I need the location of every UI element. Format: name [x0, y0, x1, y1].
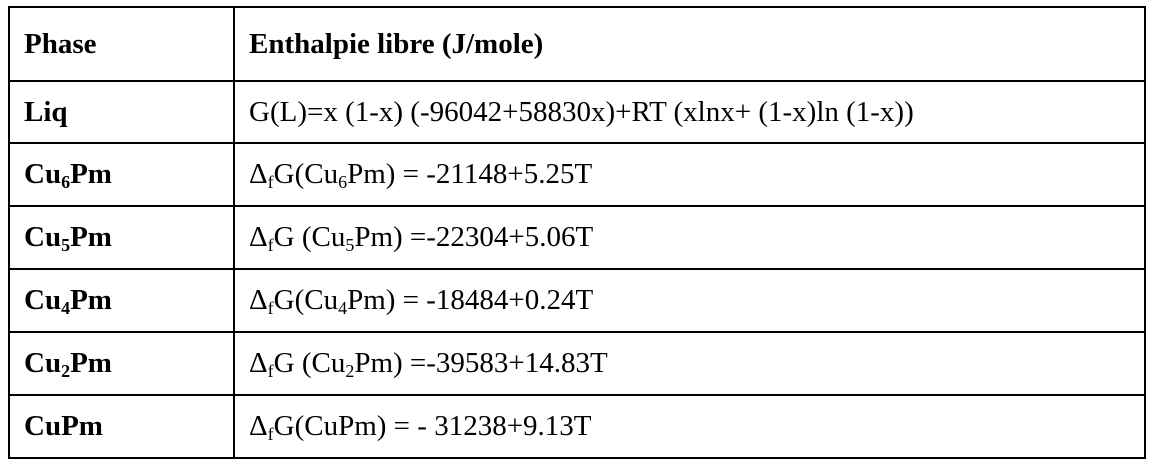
table-row: [9, 143, 1145, 206]
table-row: [9, 395, 1145, 458]
header-phase: Phase: [9, 7, 234, 81]
formula-cell: $\Delta_fG$ $(Cu_5Pm) =-22304+5.06T$: [234, 206, 1145, 269]
table-row: [9, 332, 1145, 395]
formula-cell: $\Delta_fG(CuPm)$ = - 31238+9.13T: [234, 395, 1145, 458]
formula-cell: G(L)=x (1-x) (-96042+58830x)+RT (xlnx+ (1-x)ln (1-x)): [234, 81, 1145, 143]
phase-cell: $Cu_2Pm$: [9, 332, 234, 395]
formula-cell: $\Delta_fG$ $(Cu_2Pm) =-39583+14.83T$: [234, 332, 1145, 395]
formula-cell: $\Delta_fG(Cu_4Pm) = -18484+0.24T$: [234, 269, 1145, 332]
thermo-table-container: [8, 6, 1146, 459]
header-row: [9, 7, 1145, 81]
table-row: [9, 206, 1145, 269]
phase-cell: $Cu_6Pm$: [9, 143, 234, 206]
phase-cell: Liq: [9, 81, 234, 143]
table-row: [9, 269, 1145, 332]
phase-cell: $Cu_5Pm$: [9, 206, 234, 269]
gibbs-energy-table: [8, 6, 1146, 459]
formula-cell: $\Delta_fG(Cu_6Pm) = -21148+5.25T$: [234, 143, 1145, 206]
phase-cell: CuPm: [9, 395, 234, 458]
table-row: [9, 81, 1145, 143]
header-enthalpy: Enthalpie libre (J/mole): [234, 7, 1145, 81]
phase-cell: $Cu_4Pm$: [9, 269, 234, 332]
